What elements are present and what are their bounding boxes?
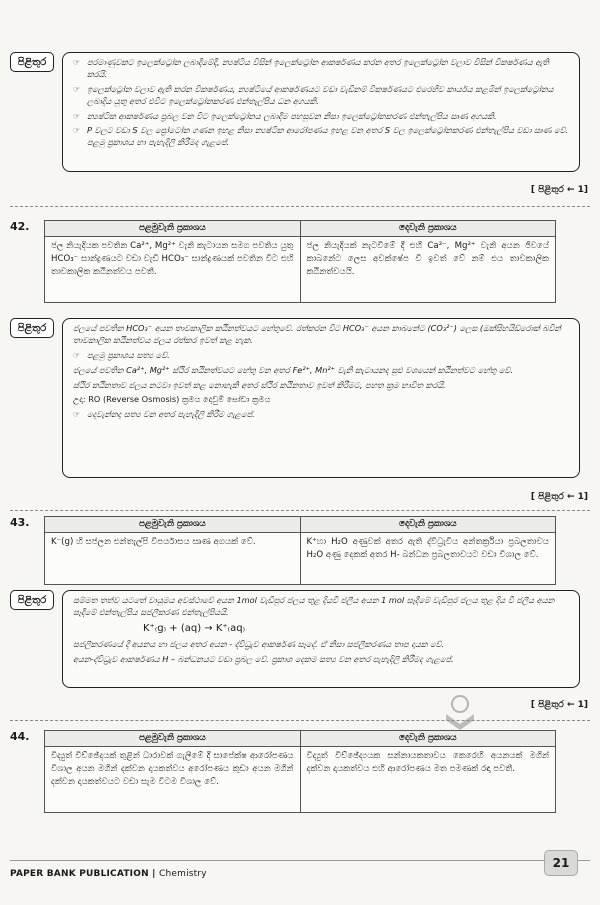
answer-line: අයන-ද්විධ්‍රැව ආකර්ෂණය H – බන්ධනයට වඩා ප්‍රබල වේ. ප්‍රකාශ දෙකම සත්‍ය වන අතර පැහැදිලි කිරීමද ගැළපේ. bbox=[73, 654, 454, 665]
question-table bbox=[44, 220, 556, 303]
answer-box bbox=[62, 318, 580, 478]
answer-line: ☞ න්‍යෂ්ටික ආකර්ෂණය ප්‍රබල වන විට ඉලෙක්ට්‍රෝනය ලබාදීම පහසුවන නිසා ඉලෙක්ට්‍රෝනකරණ එන්තැල්පිය ඍණ අගයකි. bbox=[73, 111, 571, 123]
answer-line: ☞ P වලට වඩා S වල ප්‍රෝටෝන ගණන ඉහළ නිසා න්‍යෂ්ටික ආරෝපණය ඉහළ වන අතර S වල ඉලෙක්ට්‍රෝනකරණ එන්තැල්පිය වඩා ඍණ වේ. පළමු ප්‍රකාශය හා පැහැදිලි කිරීමද ගැළපේ. bbox=[73, 125, 571, 149]
answer-box bbox=[62, 52, 580, 172]
answer-marks: [ පිළිතුර ← 1] bbox=[530, 700, 588, 710]
footer-divider bbox=[10, 860, 590, 861]
answer-line: ජලයේ පවතින HCO₃⁻ අයන තාවකාලික කඨිනත්වයට හේතුවේ. රත්කරන විට HCO₃⁻ අයන කාබනේට (CO₃²⁻) ලෙස (ඔක්සිහයිඩ්රොක් බවින් තාවකාලික කඨිනත්වය ජලය රත්කර ඉවත් කළ හැක. bbox=[73, 323, 561, 345]
answer-line: උදා: RO (Reverse Osmosis) ක්‍රමය දෙවුම් සෝඩා ක්‍රමය bbox=[73, 394, 271, 405]
divider bbox=[10, 510, 590, 511]
column-header: පළමුවැනි ප්‍රකාශය bbox=[45, 221, 301, 237]
question-table bbox=[44, 516, 556, 585]
question-number: 42. bbox=[10, 220, 30, 233]
question-number: 44. bbox=[10, 730, 30, 743]
answer-tag: පිළිතුර bbox=[10, 318, 54, 338]
answer-line: ස්ථිර කඨිනතාව ජලය නටවා ඉවත් කළ නොහැකි අතර ස්ථිර කඨිනතාව ඉවත් කිරීමට, පහත ක්‍රම භාවිත කරයි. bbox=[73, 379, 446, 390]
answer-line: සජලීකරණයේ දී අයනය හා ජලය අතර අයන - ද්විධ්‍රැව ආකර්ෂණ සෑදේ. ඒ නිසා සජලීකරණය තාප දායක වේ. bbox=[73, 639, 445, 650]
answer-line: ☞ දෙවැන්නද සත්‍ය වන අතර පැහැදිලි කිරීම ගැළපේ. bbox=[73, 409, 571, 421]
answer-line: ☞ පළමු ප්‍රකාශය සත්‍ය වේ. bbox=[73, 350, 571, 362]
footer bbox=[10, 869, 207, 879]
statement-2: K⁺හා H₂O අණුවක් අතර ඇති ද්විධ්‍රැවීය අන්තර්ක්‍රියා ප්‍රබලතාවය H₂O අණු දෙකක් අතර H- බන්ධන ප්‍රබලතාවයට වඩා විශාල වේ. bbox=[300, 533, 556, 585]
publisher-name: PAPER BANK PUBLICATION bbox=[10, 869, 149, 879]
page-number: 21 bbox=[544, 850, 578, 876]
answer-line: ජලයේ පවතින Ca²⁺, Mg²⁺ ස්ථිර කඨිනත්වයට හේතු වන අතර Fe²⁺, Mn²⁺ වැනි කැටායනද සුළු වශයෙන් කඨිනත්වට හේතු වේ. bbox=[73, 364, 513, 375]
column-header: දෙවැනි ප්‍රකාශය bbox=[300, 517, 556, 533]
answer-line: ☞ පරමාණුවකට ඉලෙක්ට්‍රෝන ලබාදීමේදී, න්‍යෂ්ටිය විසින් ඉලෙක්ට්‍රෝන ආකර්ෂණය කරන අතර ඉලෙක්ට්‍රෝන වලාව විසින් විකර්ෂණය ඇති කරයි. bbox=[73, 57, 571, 81]
answer-box bbox=[62, 590, 580, 688]
answer-marks: [ පිළිතුර ← 1] bbox=[530, 185, 588, 195]
equation: K⁺₍g₎ + (aq) → K⁺₍aq₎ bbox=[143, 622, 246, 634]
answer-tag: පිළිතුර bbox=[10, 52, 54, 72]
answer-line: ☞ ඉලෙක්ට්‍රෝන වලාව ඇති කරන විකර්ෂණය, න්‍යෂ්ටියේ ආකර්ෂණයට වඩා වැඩිනම් විකර්ෂණයට එරෙහිව කාර්යය කළමින් ඉලෙක්ට්‍රෝනය ලබාදිය යුතු අතර එවිට ඉලෙක්ට්‍රෝනකරණ එන්තැල්පිය ධන අගයකි. bbox=[73, 84, 571, 108]
column-header: දෙවැනි ප්‍රකාශය bbox=[300, 221, 556, 237]
statement-2: විද්‍යුත් විච්ඡේද්‍යයක සන්නායකතාවය කෙරෙහි අයනයක් මගින් දක්වන දායකත්වය එහි ආරෝපණය මත පමණක් රඳා පවතී. bbox=[300, 747, 556, 813]
statement-1: ජල නියැදියක පවතින Ca²⁺, Mg²⁺ වැනි කැටායන සමග පවතිය යුතු HCO₃⁻ සාන්ද්‍රණයට වඩා වැඩි HCO₃⁻ සාන්ද්‍රණයක් පවතින විට එහි තාවකාලික කඨිනත්වය පවතී. bbox=[45, 237, 301, 303]
question-number: 43. bbox=[10, 516, 30, 529]
answer-line: සම්මත තත්ව යටතේ වායුමය අවස්ථාවේ අයන 1mol වැඩිපුර ජලය තුළ දියවී ජලීය අයන 1 mol සෑදීමේ වැඩිපුර ජලය තුළ දිය වී ජලීය අයන සෑදීමේ එන්තැල්පිය සජලීකරණ එන්තැල්පියයි. bbox=[73, 595, 555, 617]
answer-marks: [ පිළිතුර ← 1] bbox=[530, 492, 588, 502]
subject-name: Chemistry bbox=[158, 869, 207, 879]
question-table bbox=[44, 730, 556, 813]
column-header: පළමුවැනි ප්‍රකාශය bbox=[45, 731, 301, 747]
column-header: දෙවැනි ප්‍රකාශය bbox=[300, 731, 556, 747]
divider bbox=[10, 720, 590, 721]
column-header: පළමුවැනි ප්‍රකාශය bbox=[45, 517, 301, 533]
footer-separator: | bbox=[152, 869, 159, 879]
answer-tag: පිළිතුර bbox=[10, 590, 54, 610]
divider bbox=[10, 206, 590, 207]
statement-1: විද්‍යුත් විච්ඡේදයක් තුළින් ධාරාවක් ගැලීමේ දී සාපේක්ෂ ආරෝපණය විශාල අයන මගින් දක්වන දායකත්වය අරෝපණය කුඩා අයන මගින් දක්වන දායකත්වයට වඩා සැම විටම විශාල වේ. bbox=[45, 747, 301, 813]
statement-2: ජල නියැදියක් නැටවීමේ දී එහි Ca²⁻, Mg²⁺ වැනි අයන ජිවයේ කාබනේට ලෙස අවක්ෂේප වී ඉවත් වේ නම් එය තාවකාලික කඨිනත්වයයි. bbox=[300, 237, 556, 303]
statement-1: K⁻(g) හි සජලන එන්තැල්පි විපර්යාසය ඍණ අගයක් වේ. bbox=[45, 533, 301, 585]
